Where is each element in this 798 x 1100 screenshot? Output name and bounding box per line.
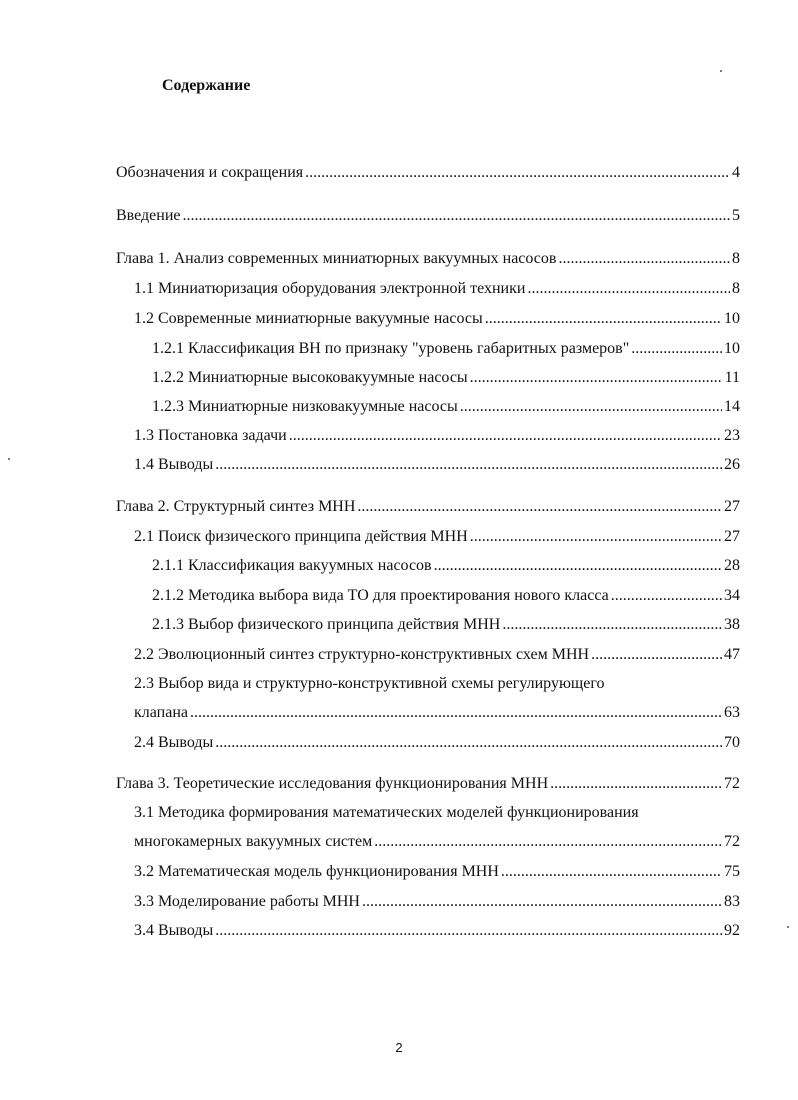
- toc-entry-title: Глава 2. Структурный синтез МНН: [116, 498, 356, 515]
- toc-dot-leader: [434, 555, 722, 577]
- toc-entry-page: 70: [724, 734, 740, 751]
- toc-dot-leader: [611, 585, 722, 607]
- toc-entry-notation[interactable]: [116, 162, 740, 184]
- toc-entry-page: 5: [732, 207, 740, 224]
- toc-entry-title: 1.2.1 Классификация ВН по признаку "уровень габаритных размеров": [152, 340, 630, 357]
- toc-entry-page: 14: [724, 398, 740, 415]
- toc-entry-section-2-1[interactable]: [134, 526, 740, 548]
- toc-entry-title: Глава 1. Анализ современных миниатюрных вакуумных насосов: [116, 250, 557, 267]
- toc-entry-section-2-4[interactable]: [134, 732, 740, 754]
- toc-dot-leader: [357, 496, 722, 518]
- toc-entry-title: 2.1.1 Классификация вакуумных насосов: [152, 557, 432, 574]
- toc-entry-section-2-3-line1[interactable]: 2.3 Выбор вида и структурно-конструктивной схемы регулирующего: [134, 675, 605, 692]
- toc-entry-page: 4: [732, 164, 740, 181]
- toc-dot-leader: [527, 278, 730, 300]
- toc-entry-page: 63: [724, 704, 740, 721]
- toc-entry-chapter-3[interactable]: [116, 773, 740, 795]
- toc-entry-title: 1.2.3 Миниатюрные низковакуумные насосы: [152, 398, 458, 415]
- toc-entry-title: 2.1 Поиск физического принципа действия МНН: [134, 528, 468, 545]
- toc-entry-section-3-1[interactable]: [134, 831, 740, 853]
- toc-dot-leader: [289, 425, 722, 447]
- toc-dot-leader: [183, 205, 731, 227]
- toc-entry-page: 72: [724, 833, 740, 850]
- contents-heading: Содержание: [162, 77, 251, 94]
- toc-entry-title: 2.1.2 Методика выбора вида ТО для проектирования нового класса: [152, 587, 609, 604]
- toc-entry-chapter-2[interactable]: [116, 496, 740, 518]
- toc-entry-title: 1.2 Современные миниатюрные вакуумные насосы: [134, 310, 483, 327]
- toc-entry-section-1-3[interactable]: [134, 425, 740, 447]
- toc-entry-section-2-1-1[interactable]: [152, 555, 740, 577]
- toc-entry-section-1-2[interactable]: [134, 308, 740, 330]
- toc-entry-title: 2.1.3 Выбор физического принципа действия МНН: [152, 616, 501, 633]
- toc-dot-leader: [190, 702, 722, 724]
- toc-entry-section-3-2[interactable]: [134, 861, 740, 883]
- toc-entry-section-1-2-1[interactable]: [152, 338, 740, 360]
- toc-dot-leader: [631, 338, 722, 360]
- scan-speck: [720, 70, 722, 72]
- scan-speck: [8, 458, 10, 460]
- toc-dot-leader: [591, 644, 722, 666]
- toc-entry-title: 1.1 Миниатюризация оборудования электронной техники: [134, 280, 526, 297]
- toc-entry-page: 8: [732, 280, 740, 297]
- toc-dot-leader: [485, 308, 722, 330]
- toc-entry-page: 27: [724, 498, 740, 515]
- toc-entry-page: 92: [724, 922, 740, 939]
- toc-entry-title: многокамерных вакуумных систем: [134, 833, 373, 850]
- toc-entry-title: Обозначения и сокращения: [116, 164, 304, 181]
- toc-entry-page: 23: [724, 427, 740, 444]
- toc-dot-leader: [215, 732, 722, 754]
- toc-entry-section-2-1-3[interactable]: [152, 614, 740, 636]
- toc-dot-leader: [215, 454, 722, 476]
- scan-speck: [787, 926, 789, 928]
- toc-dot-leader: [558, 248, 730, 270]
- toc-entry-chapter-1[interactable]: [116, 248, 740, 270]
- page-number: 2: [395, 1040, 403, 1055]
- toc-entry-page: 38: [724, 616, 740, 633]
- toc-entry-title: 1.4 Выводы: [134, 456, 214, 473]
- toc-entry-title: клапана: [134, 704, 188, 721]
- toc-entry-page: 27: [724, 528, 740, 545]
- toc-entry-page: 34: [724, 587, 740, 604]
- toc-entry-section-1-2-2[interactable]: [152, 367, 740, 389]
- toc-entry-title: 2.2 Эволюционный синтез структурно-конструктивных схем МНН: [134, 646, 590, 663]
- toc-entry-title: Глава 3. Теоретические исследования функционирования МНН: [116, 775, 549, 792]
- toc-entry-section-3-4[interactable]: [134, 920, 740, 942]
- toc-entry-title: 1.2.2 Миниатюрные высоковакуумные насосы: [152, 369, 468, 386]
- toc-entry-section-1-1[interactable]: [134, 278, 740, 300]
- toc-entry-section-2-3[interactable]: [134, 702, 740, 724]
- toc-dot-leader: [502, 614, 722, 636]
- toc-dot-leader: [470, 367, 723, 389]
- toc-entry-title: 3.2 Математическая модель функционирования МНН: [134, 863, 499, 880]
- toc-entry-page: 8: [732, 250, 740, 267]
- toc-dot-leader: [470, 526, 722, 548]
- toc-entry-title: 3.3 Моделирование работы МНН: [134, 893, 360, 910]
- toc-entry-page: 47: [724, 646, 740, 663]
- toc-dot-leader: [501, 861, 722, 883]
- toc-dot-leader: [460, 396, 722, 418]
- toc-entry-title: 3.4 Выводы: [134, 922, 214, 939]
- toc-entry-section-3-1-line1[interactable]: 3.1 Методика формирования математических моделей функционирования: [134, 804, 639, 821]
- toc-entry-page: 26: [724, 456, 740, 473]
- toc-entry-page: 11: [724, 369, 740, 386]
- toc-entry-page: 75: [724, 863, 740, 880]
- toc-entry-title: Введение: [116, 207, 181, 224]
- toc-entry-page: 72: [724, 775, 740, 792]
- toc-dot-leader: [215, 920, 722, 942]
- toc-entry-page: 10: [724, 340, 740, 357]
- toc-entry-section-2-1-2[interactable]: [152, 585, 740, 607]
- toc-entry-section-3-3[interactable]: [134, 891, 740, 913]
- toc-entry-section-2-2[interactable]: [134, 644, 740, 666]
- toc-entry-page: 28: [724, 557, 740, 574]
- toc-dot-leader: [362, 891, 722, 913]
- toc-entry-introduction[interactable]: [116, 205, 740, 227]
- toc-entry-page: 10: [724, 310, 740, 327]
- toc-dot-leader: [374, 831, 722, 853]
- toc-entry-section-1-4[interactable]: [134, 454, 740, 476]
- toc-entry-section-1-2-3[interactable]: [152, 396, 740, 418]
- toc-entry-title: 2.4 Выводы: [134, 734, 214, 751]
- toc-dot-leader: [305, 162, 730, 184]
- toc-entry-title: 1.3 Постановка задачи: [134, 427, 287, 444]
- toc-entry-page: 83: [724, 893, 740, 910]
- toc-dot-leader: [550, 773, 722, 795]
